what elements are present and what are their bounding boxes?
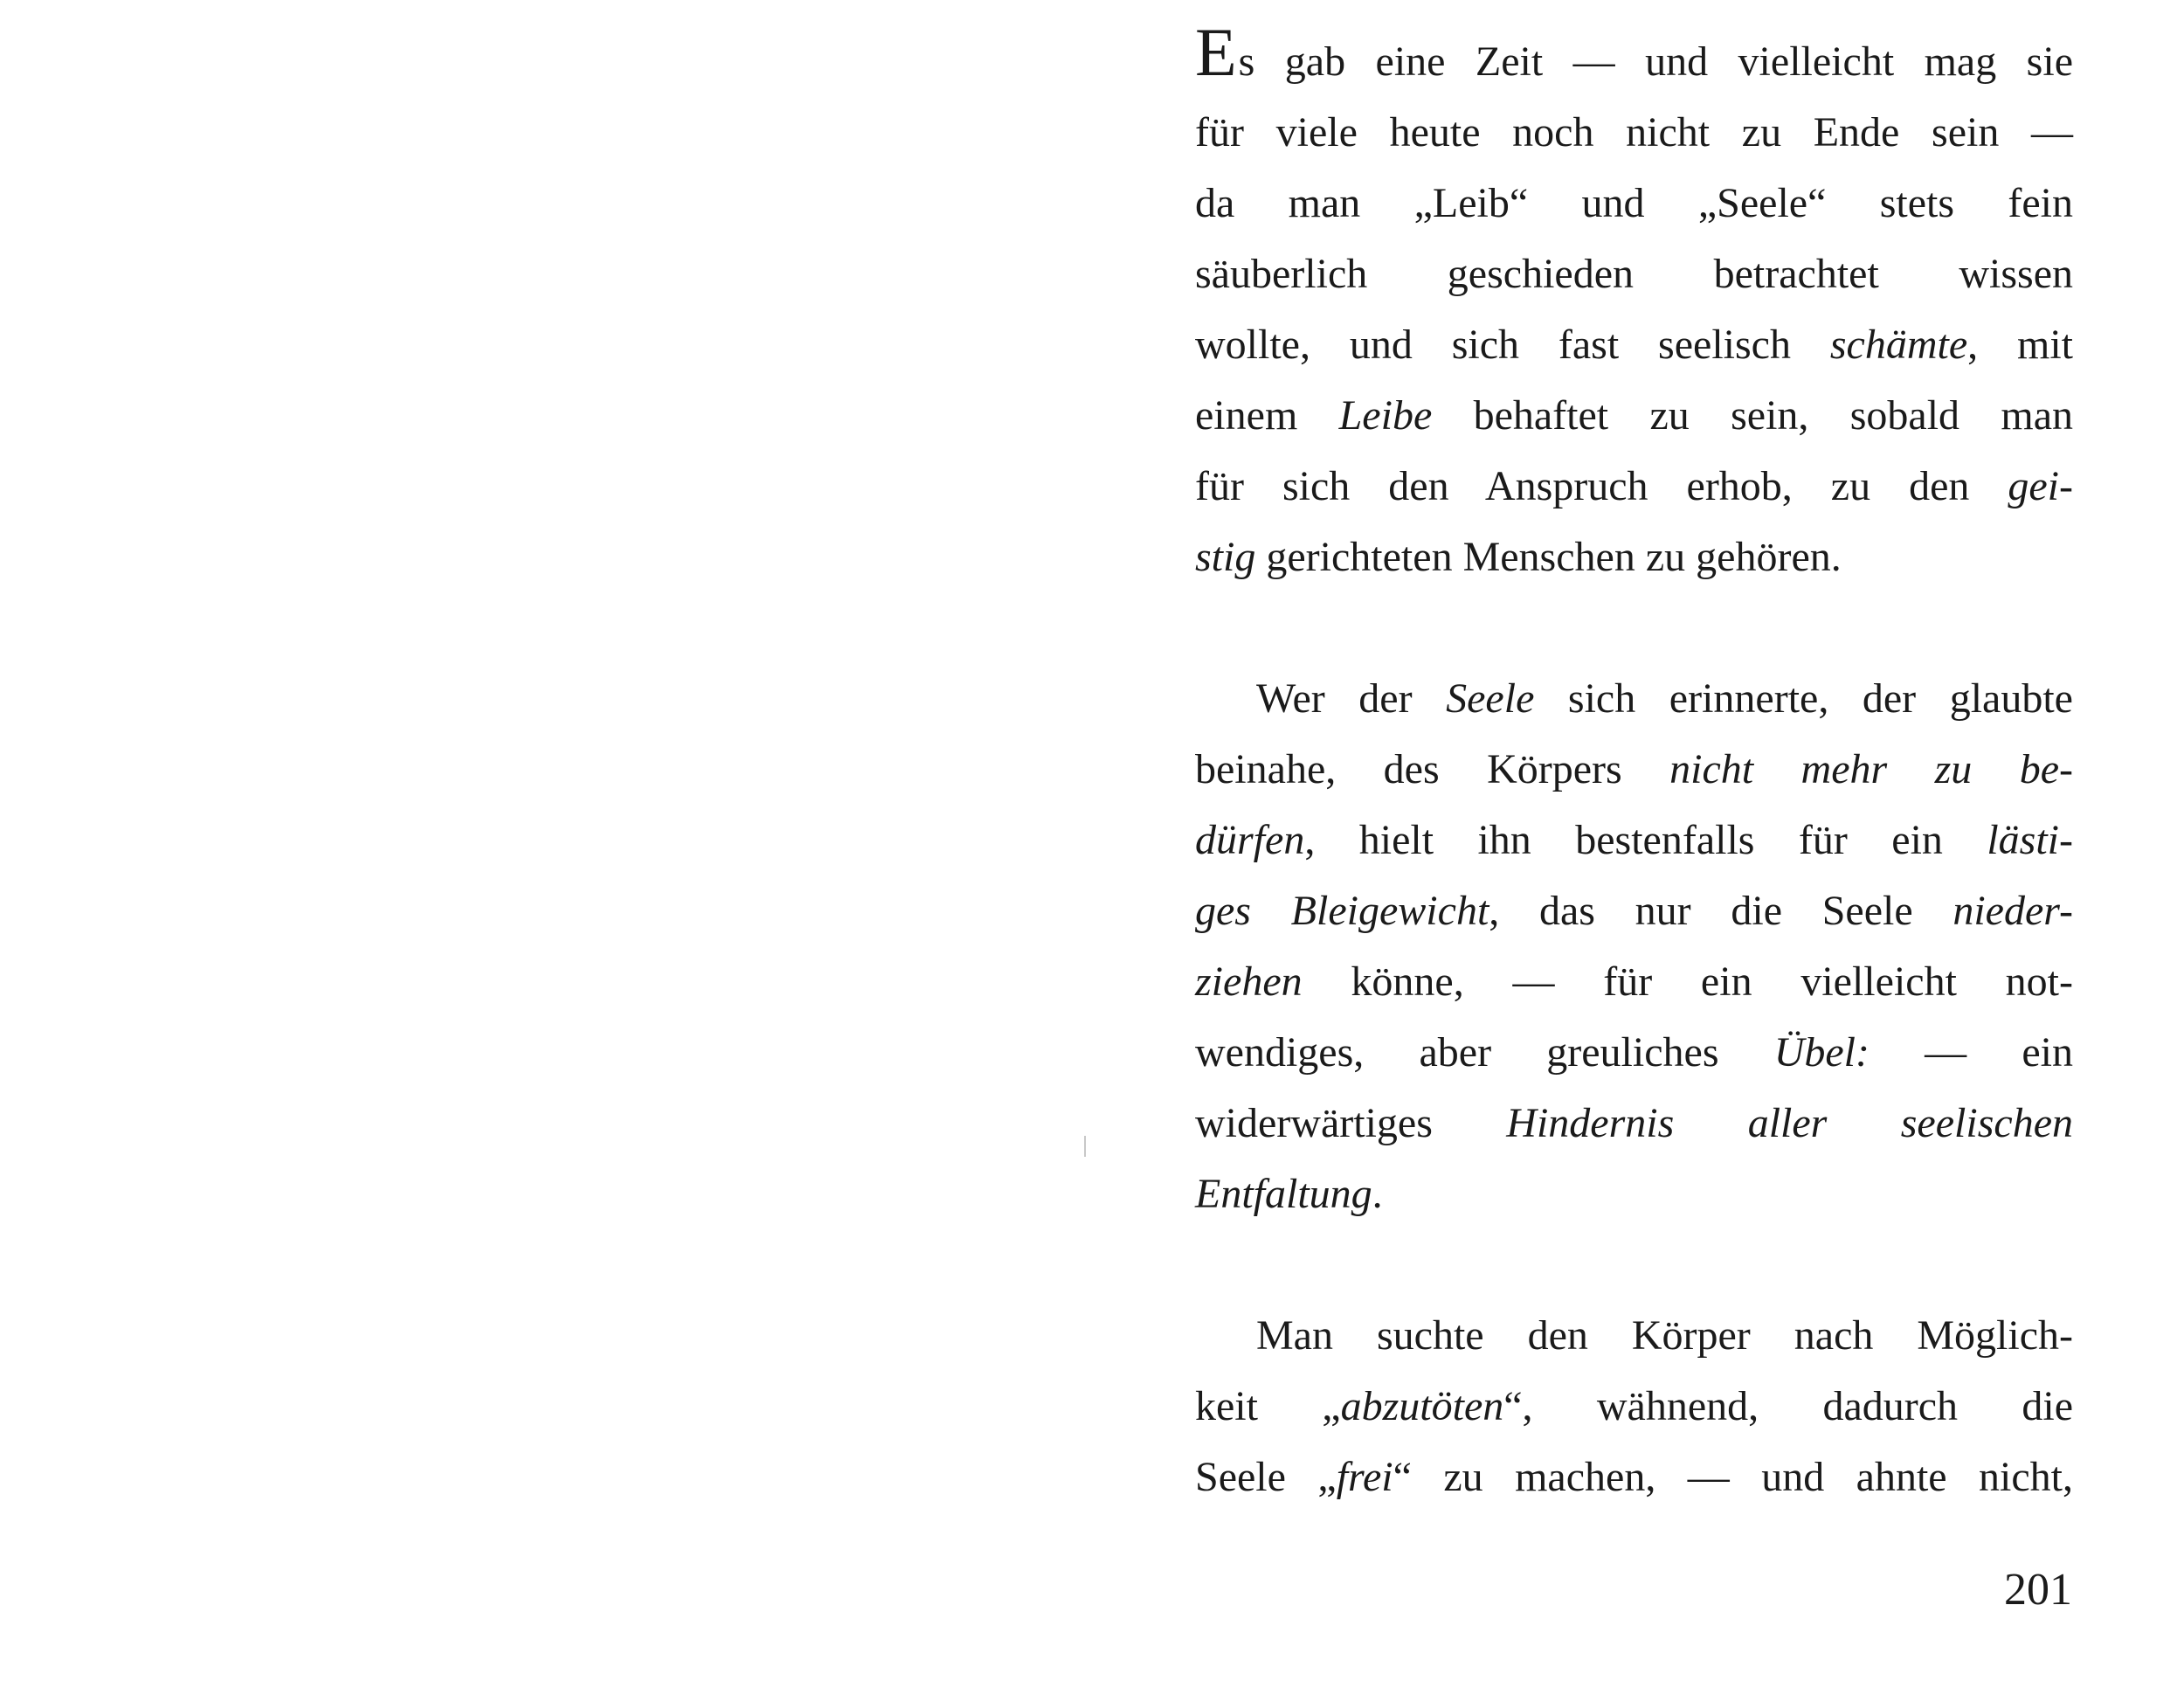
text-line: widerwärtiges Hindernis aller seelischen [1195, 1100, 2073, 1146]
text-line: Wer der Seele sich erinnerte, der glaubte [1256, 675, 2073, 722]
text-line: wollte, und sich fast seelisch schämte, mit [1195, 322, 2074, 368]
italic-text: Leibe [1338, 392, 1433, 439]
text-line: stig gerichteten Menschen zu gehören. [1195, 534, 1842, 580]
italic-text: nicht mehr zu be- [1669, 746, 2073, 792]
italic-text: abzutöten [1340, 1383, 1504, 1429]
italic-text: Hindernis aller seelischen [1506, 1100, 2073, 1146]
text-line: ges Bleigewicht, das nur die Seele nieder- [1195, 888, 2073, 934]
italic-text: frei [1336, 1454, 1393, 1500]
right-page-text [1195, 14, 2074, 1512]
italic-text: Entfaltung [1195, 1171, 1372, 1217]
text-line: wendiges, aber greuliches Übel: — ein [1195, 1029, 2073, 1076]
text-line: dürfen, hielt ihn bestenfalls für ein lästi- [1195, 817, 2073, 863]
italic-text: ges Bleigewicht [1195, 888, 1489, 934]
text-line: für sich den Anspruch erhob, zu den gei- [1195, 463, 2073, 509]
text-line: Es gab eine Zeit — und vielleicht mag sie [1195, 14, 2073, 90]
initial-letter: E [1195, 14, 1237, 90]
text-line: einem Leibe behaftet zu sein, sobald man [1195, 392, 2074, 439]
text-line: keit „abzutöten“, wähnend, dadurch die [1195, 1383, 2073, 1429]
text-line: Entfaltung. [1195, 1171, 1383, 1217]
italic-text: ziehen [1195, 958, 1303, 1005]
paragraph-3 [1195, 1300, 2073, 1512]
paragraph-1 [1195, 14, 2074, 592]
text-line: säuberlich geschieden betrachtet wissen [1195, 251, 2073, 297]
text-line: für viele heute noch nicht zu Ende sein — [1195, 109, 2073, 156]
text-line: Man suchte den Körper nach Möglich- [1256, 1312, 2073, 1359]
gutter-mark [1084, 1136, 1086, 1157]
italic-text: lästi- [1987, 817, 2073, 863]
italic-text: nieder- [1952, 888, 2073, 934]
text-line: ziehen könne, — für ein vielleicht not- [1195, 958, 2073, 1005]
text-line: beinahe, des Körpers nicht mehr zu be- [1195, 746, 2073, 792]
italic-text: Übel: [1773, 1029, 1870, 1076]
italic-text: stig [1195, 534, 1256, 580]
paragraph-2 [1195, 663, 2073, 1229]
italic-text: gei- [2008, 463, 2073, 509]
text-line: Seele „frei“ zu machen, — und ahnte nicht, [1195, 1454, 2074, 1500]
italic-text: schämte [1829, 322, 1968, 368]
page-number: 201 [2004, 1565, 2072, 1615]
italic-text: dürfen [1195, 817, 1305, 863]
italic-text: Seele [1446, 675, 1535, 722]
text-line: da man „Leib“ und „Seele“ stets fein [1195, 180, 2073, 226]
